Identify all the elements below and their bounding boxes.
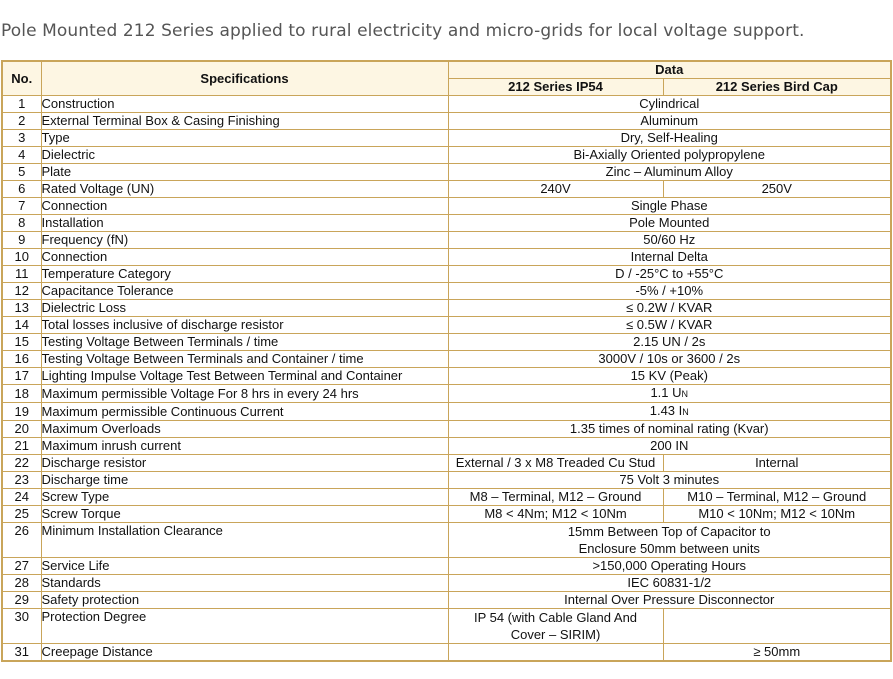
value-ip54: M8 – Terminal, M12 – Ground [448,489,663,506]
spec-value: Aluminum [448,113,891,130]
table-row [2,130,891,147]
value-birdcap: ≥ 50mm [663,644,891,662]
header-data: Data [448,61,891,79]
spec-name: Standards [41,575,448,592]
spec-value: ≤ 0.5W / KVAR [448,317,891,334]
spec-value: D / -25°C to +55°C [448,266,891,283]
table-row [2,489,891,506]
row-number: 11 [2,266,41,283]
table-row [2,232,891,249]
table-row [2,421,891,438]
spec-value: 200 IN [448,438,891,455]
row-number: 24 [2,489,41,506]
spec-value: 3000V / 10s or 3600 / 2s [448,351,891,368]
table-row [2,147,891,164]
spec-name: Temperature Category [41,266,448,283]
row-number: 1 [2,96,41,113]
spec-value: Internal Delta [448,249,891,266]
header-specifications: Specifications [41,61,448,96]
spec-value: Zinc – Aluminum Alloy [448,164,891,181]
table-row [2,575,891,592]
row-number: 15 [2,334,41,351]
table-row [2,351,891,368]
table-row [2,506,891,523]
table-row [2,96,891,113]
spec-name: Maximum permissible Continuous Current [41,403,448,421]
spec-name: Plate [41,164,448,181]
row-number: 3 [2,130,41,147]
spec-name: Total losses inclusive of discharge resistor [41,317,448,334]
row-number: 7 [2,198,41,215]
row-number: 25 [2,506,41,523]
row-number: 9 [2,232,41,249]
spec-name: Rated Voltage (UN) [41,181,448,198]
value-ip54 [448,644,663,662]
header-birdcap: 212 Series Bird Cap [663,79,891,96]
row-number: 19 [2,403,41,421]
row-number: 6 [2,181,41,198]
spec-value: Dry, Self-Healing [448,130,891,147]
value-line-2: Enclosure 50mm between units [578,541,760,556]
value-ip54: 240V [448,181,663,198]
table-row [2,472,891,489]
table-row [2,283,891,300]
spec-value: 15 KV (Peak) [448,368,891,385]
specifications-table [1,60,892,662]
table-row [2,266,891,283]
value-birdcap: Internal [663,455,891,472]
spec-value: 2.15 UN / 2s [448,334,891,351]
spec-name: Safety protection [41,592,448,609]
value-birdcap: M10 < 10Nm; M12 < 10Nm [663,506,891,523]
table-row [2,609,891,644]
table-row [2,592,891,609]
spec-name: Dielectric Loss [41,300,448,317]
value-ip54 [448,609,663,644]
row-number: 20 [2,421,41,438]
row-number: 12 [2,283,41,300]
value-line-1: IP 54 (with Cable Gland And [473,610,638,625]
spec-name: Protection Degree [41,609,448,644]
spec-name: Screw Torque [41,506,448,523]
table-row [2,558,891,575]
value-birdcap: 250V [663,181,891,198]
value-text: 1.1 U [650,385,682,400]
spec-name: Creepage Distance [41,644,448,662]
row-number: 30 [2,609,41,644]
table-row [2,334,891,351]
row-number: 16 [2,351,41,368]
spec-name: Connection [41,249,448,266]
spec-name: Maximum permissible Voltage For 8 hrs in every 24 hrs [41,385,448,403]
table-row [2,368,891,385]
value-line-2: Cover – SIRIM) [510,627,601,642]
spec-value: Pole Mounted [448,215,891,232]
table-header-row [2,61,891,79]
spec-name: Minimum Installation Clearance [41,523,448,558]
table-row [2,385,891,403]
row-number: 2 [2,113,41,130]
spec-name: External Terminal Box & Casing Finishing [41,113,448,130]
table-row [2,300,891,317]
row-number: 26 [2,523,41,558]
spec-name: Connection [41,198,448,215]
spec-name: Discharge resistor [41,455,448,472]
row-number: 22 [2,455,41,472]
spec-value: >150,000 Operating Hours [448,558,891,575]
spec-value: 1.35 times of nominal rating (Kvar) [448,421,891,438]
spec-name: Testing Voltage Between Terminals / time [41,334,448,351]
row-number: 29 [2,592,41,609]
table-row [2,317,891,334]
value-subscript: N [681,389,689,399]
value-line-1: 15mm Between Top of Capacitor to [567,524,771,539]
value-subscript: N [682,407,689,417]
spec-name: Maximum Overloads [41,421,448,438]
value-birdcap: M10 – Terminal, M12 – Ground [663,489,891,506]
row-number: 31 [2,644,41,662]
spec-value: Cylindrical [448,96,891,113]
table-row [2,644,891,662]
spec-value [448,523,891,558]
spec-value: 75 Volt 3 minutes [448,472,891,489]
spec-value: 50/60 Hz [448,232,891,249]
spec-name: Construction [41,96,448,113]
spec-name: Capacitance Tolerance [41,283,448,300]
spec-name: Type [41,130,448,147]
table-row [2,249,891,266]
value-text: 1.43 I [649,403,683,418]
value-ip54: M8 < 4Nm; M12 < 10Nm [448,506,663,523]
value-ip54: External / 3 x M8 Treaded Cu Stud [448,455,663,472]
spec-name: Service Life [41,558,448,575]
table-row [2,438,891,455]
spec-name: Installation [41,215,448,232]
row-number: 18 [2,385,41,403]
row-number: 28 [2,575,41,592]
row-number: 13 [2,300,41,317]
table-row [2,455,891,472]
row-number: 21 [2,438,41,455]
page-caption: Pole Mounted 212 Series applied to rural electricity and micro-grids for local voltage support. [1,21,805,41]
spec-value [448,385,891,403]
table-row [2,198,891,215]
spec-name: Lighting Impulse Voltage Test Between Terminal and Container [41,368,448,385]
row-number: 4 [2,147,41,164]
row-number: 10 [2,249,41,266]
header-no: No. [2,61,41,96]
row-number: 27 [2,558,41,575]
table-row [2,164,891,181]
spec-value: Internal Over Pressure Disconnector [448,592,891,609]
spec-name: Discharge time [41,472,448,489]
spec-name: Dielectric [41,147,448,164]
row-number: 5 [2,164,41,181]
spec-value: -5% / +10% [448,283,891,300]
table-row [2,215,891,232]
spec-name: Maximum inrush current [41,438,448,455]
value-birdcap [663,609,891,644]
spec-value: ≤ 0.2W / KVAR [448,300,891,317]
spec-name: Screw Type [41,489,448,506]
row-number: 17 [2,368,41,385]
row-number: 8 [2,215,41,232]
header-ip54: 212 Series IP54 [448,79,663,96]
row-number: 23 [2,472,41,489]
row-number: 14 [2,317,41,334]
spec-value: Bi-Axially Oriented polypropylene [448,147,891,164]
spec-name: Frequency (fN) [41,232,448,249]
table-row [2,403,891,421]
spec-value: IEC 60831-1/2 [448,575,891,592]
spec-name: Testing Voltage Between Terminals and Container / time [41,351,448,368]
spec-value [448,403,891,421]
table-row [2,523,891,558]
table-row [2,181,891,198]
table-row [2,113,891,130]
spec-value: Single Phase [448,198,891,215]
